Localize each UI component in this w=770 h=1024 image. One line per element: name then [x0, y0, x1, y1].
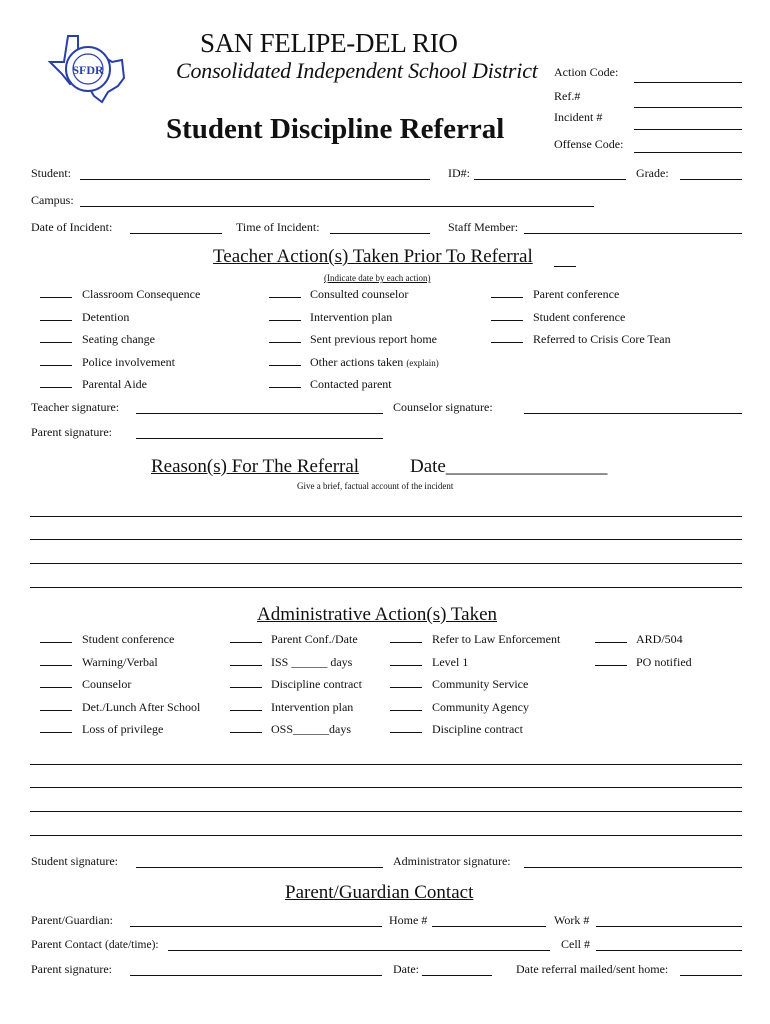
reasons-note: Give a brief, factual account of the incident [297, 481, 454, 491]
texas-map-logo-icon [44, 34, 128, 104]
admin-action-item[interactable]: Det./Lunch After School [40, 700, 200, 723]
reason-line [30, 587, 742, 588]
work-phone-field[interactable] [596, 912, 742, 926]
teacher-actions-title: Teacher Action(s) Taken Prior To Referral [213, 246, 533, 267]
campus-field[interactable] [80, 192, 594, 206]
id-label: ID#: [448, 166, 470, 180]
parent-signature-label: Parent signature: [31, 962, 112, 976]
teacher-action-item[interactable]: Detention [40, 310, 200, 333]
counselor-signature-label: Counselor signature: [393, 400, 493, 414]
student-label: Student: [31, 166, 72, 180]
home-phone-field[interactable] [432, 912, 546, 926]
staff-member-field[interactable] [524, 219, 742, 233]
teacher-action-item[interactable]: Consulted counselor [269, 287, 439, 310]
admin-action-item[interactable]: Discipline contract [390, 722, 560, 745]
student-signature-label: Student signature: [31, 854, 118, 868]
teacher-section-parent-signature-field[interactable] [136, 424, 383, 438]
time-of-incident-field[interactable] [330, 219, 430, 233]
teacher-action-item[interactable]: Classroom Consequence [40, 287, 200, 310]
contact-datetime-field[interactable] [168, 936, 550, 950]
grade-field[interactable] [680, 165, 742, 179]
admin-action-item[interactable]: Level 1 [390, 655, 560, 678]
reasons-text-area[interactable] [30, 500, 746, 594]
id-field[interactable] [474, 165, 626, 179]
district-logo [44, 34, 128, 104]
offense-code-label: Offense Code: [554, 137, 624, 151]
admin-action-item[interactable]: Community Agency [390, 700, 560, 723]
teacher-actions-note: (Indicate date by each action) [324, 273, 431, 283]
form-title: Student Discipline Referral [166, 113, 505, 145]
admin-action-item[interactable]: Intervention plan [230, 700, 362, 723]
grade-label: Grade: [636, 166, 669, 180]
district-subtitle: Consolidated Independent School District [176, 58, 538, 83]
admin-action-col2 [230, 632, 362, 745]
admin-action-item[interactable]: ARD/504 [595, 632, 692, 655]
administrator-signature-field[interactable] [524, 853, 742, 867]
teacher-section-parent-signature-label: Parent signature: [31, 425, 112, 439]
teacher-action-item[interactable]: Parental Aide [40, 377, 200, 400]
admin-action-col3 [390, 632, 560, 745]
admin-notes-text-area[interactable] [30, 748, 746, 842]
work-phone-label: Work # [554, 913, 590, 927]
admin-action-item[interactable]: Refer to Law Enforcement [390, 632, 560, 655]
admin-action-item[interactable]: Warning/Verbal [40, 655, 200, 678]
parent-contact-title: Parent/Guardian Contact [285, 882, 474, 903]
time-of-incident-label: Time of Incident: [236, 220, 320, 234]
parent-date-field[interactable] [422, 961, 492, 975]
parent-signature-field[interactable] [130, 961, 382, 975]
teacher-signature-field[interactable] [136, 399, 383, 413]
teacher-action-item[interactable]: Police involvement [40, 355, 200, 378]
contact-datetime-label: Parent Contact (date/time): [31, 937, 159, 951]
admin-actions-title: Administrative Action(s) Taken [257, 604, 497, 625]
admin-action-item[interactable]: Discipline contract [230, 677, 362, 700]
admin-action-item[interactable]: Loss of privilege [40, 722, 200, 745]
admin-action-item[interactable]: Student conference [40, 632, 200, 655]
cell-phone-label: Cell # [561, 937, 590, 951]
incident-field[interactable] [634, 115, 742, 129]
date-of-incident-label: Date of Incident: [31, 220, 113, 234]
student-signature-field[interactable] [136, 853, 383, 867]
date-mailed-label: Date referral mailed/sent home: [516, 962, 669, 976]
home-phone-label: Home # [389, 913, 428, 927]
campus-label: Campus: [31, 193, 74, 207]
teacher-signature-label: Teacher signature: [31, 400, 120, 414]
admin-action-item[interactable]: Counselor [40, 677, 200, 700]
teacher-action-item[interactable]: Parent conference [491, 287, 671, 310]
guardian-label: Parent/Guardian: [31, 913, 113, 927]
admin-action-item[interactable]: ISS ______ days [230, 655, 362, 678]
guardian-field[interactable] [130, 912, 382, 926]
admin-action-item[interactable]: Community Service [390, 677, 560, 700]
student-field[interactable] [80, 165, 430, 179]
action-code-field[interactable] [634, 68, 742, 82]
incident-label: Incident # [554, 110, 603, 124]
reason-line [30, 563, 742, 564]
reason-line [30, 539, 742, 540]
admin-note-line [30, 787, 742, 788]
svg-text:SFDR: SFDR [72, 63, 104, 77]
district-name: SAN FELIPE-DEL RIO [200, 28, 458, 58]
reasons-title: Reason(s) For The Referral [151, 456, 360, 477]
admin-action-item[interactable]: PO notified [595, 655, 692, 678]
action-code-label: Action Code: [554, 65, 619, 79]
date-mailed-field[interactable] [680, 961, 742, 975]
teacher-action-item[interactable]: Sent previous report home [269, 332, 439, 355]
cell-phone-field[interactable] [596, 936, 742, 950]
teacher-action-col2 [269, 287, 439, 400]
admin-action-item[interactable]: Parent Conf./Date [230, 632, 362, 655]
teacher-action-item[interactable]: Contacted parent [269, 377, 439, 400]
reasons-date-label: Date_________________ [410, 456, 608, 477]
ref-field[interactable] [634, 93, 742, 107]
admin-action-col4 [595, 632, 692, 677]
teacher-action-item[interactable]: Other actions taken (explain) [269, 355, 439, 378]
teacher-action-item[interactable]: Seating change [40, 332, 200, 355]
admin-note-line [30, 835, 742, 836]
teacher-action-item[interactable]: Student conference [491, 310, 671, 333]
staff-member-label: Staff Member: [448, 220, 519, 234]
admin-action-item[interactable]: OSS______days [230, 722, 362, 745]
admin-note-line [30, 811, 742, 812]
offense-code-field[interactable] [634, 138, 742, 152]
counselor-signature-field[interactable] [524, 399, 742, 413]
administrator-signature-label: Administrator signature: [393, 854, 511, 868]
parent-date-label: Date: [393, 962, 419, 976]
teacher-action-item[interactable]: Intervention plan [269, 310, 439, 333]
date-of-incident-field[interactable] [130, 219, 222, 233]
teacher-action-col1 [40, 287, 200, 400]
teacher-action-item[interactable]: Referred to Crisis Core Tean [491, 332, 671, 355]
admin-action-col1 [40, 632, 200, 745]
teacher-action-col3 [491, 287, 671, 355]
ref-label: Ref.# [554, 89, 581, 103]
admin-note-line [30, 764, 742, 765]
reason-line [30, 516, 742, 517]
